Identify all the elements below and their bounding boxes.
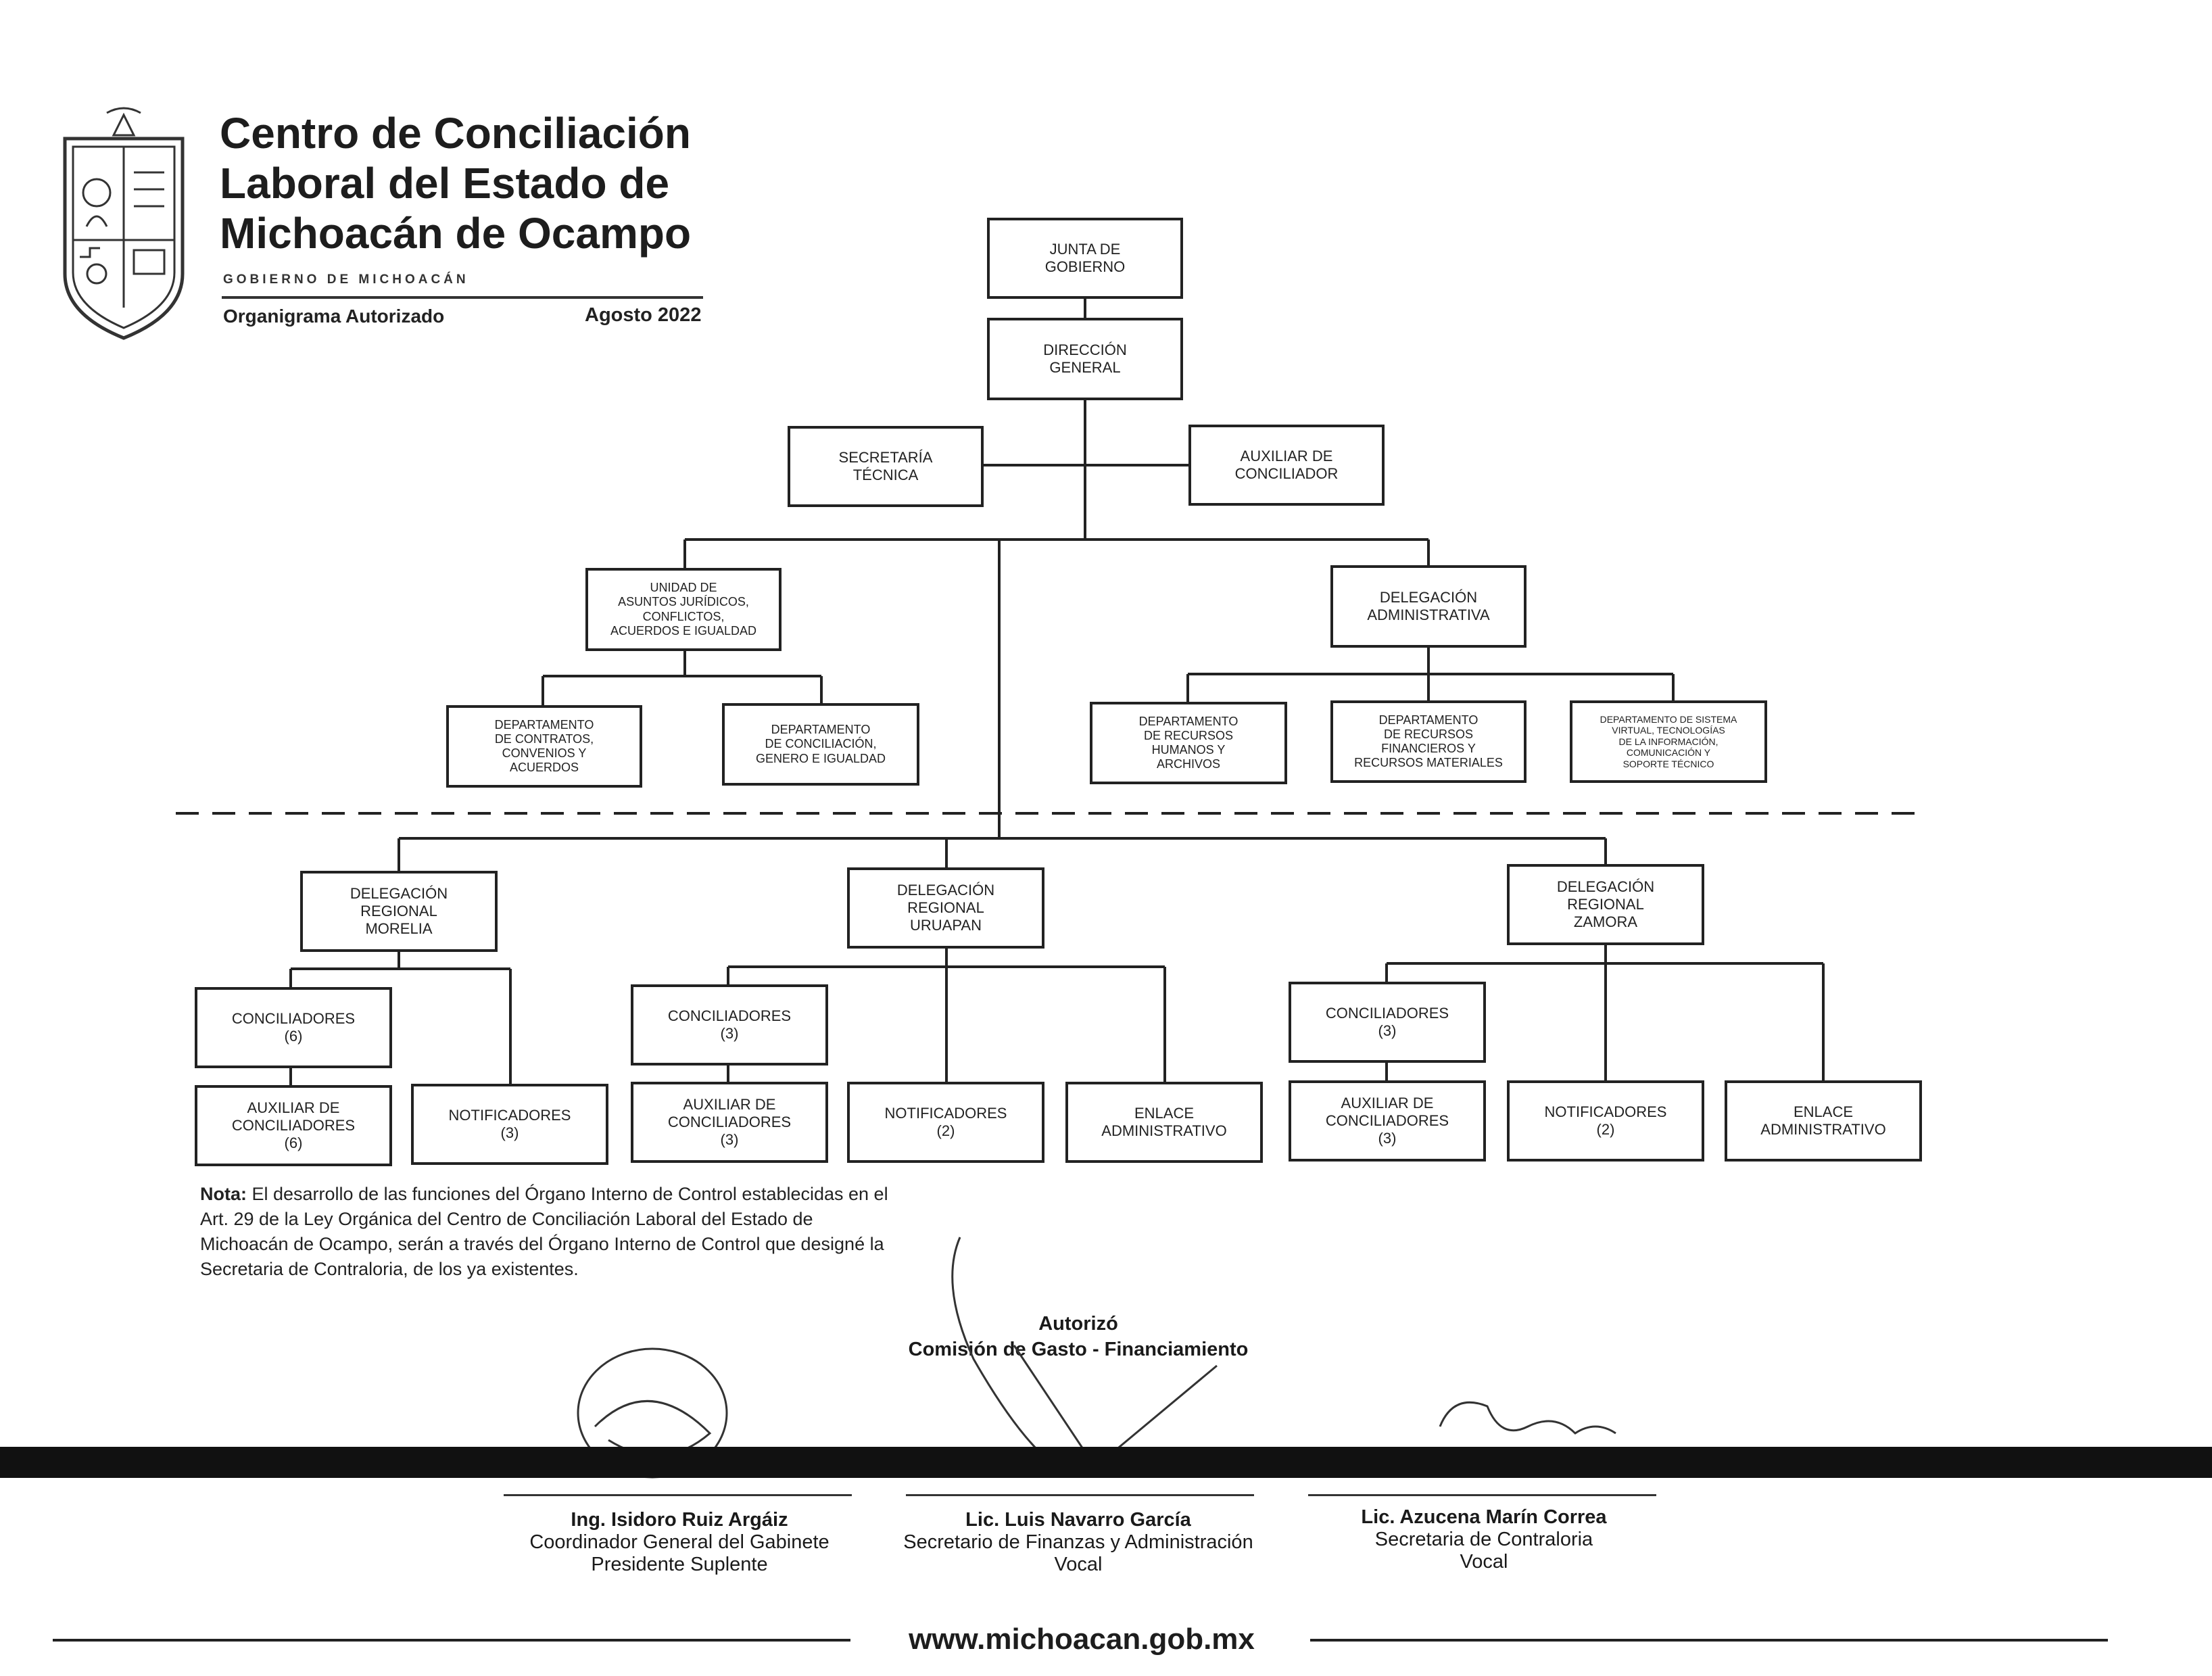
signatory-1-name: Ing. Isidoro Ruiz Argáiz — [571, 1509, 788, 1531]
signature-line-1 — [504, 1494, 852, 1496]
title-line-3: Michoacán de Ocampo — [220, 209, 692, 258]
signatory-2-title: Vocal — [1054, 1554, 1103, 1575]
signature-line-3 — [1308, 1494, 1656, 1496]
box-delegacion-regional-zamora: DELEGACIÓN REGIONAL ZAMORA — [1507, 864, 1704, 945]
box-zamora-enlace: ENLACE ADMINISTRATIVO — [1725, 1080, 1922, 1162]
box-morelia-conciliadores: CONCILIADORES (6) — [195, 987, 392, 1068]
signature-line-2 — [906, 1494, 1254, 1496]
signatory-2-name: Lic. Luis Navarro García — [965, 1509, 1191, 1531]
note-text: El desarrollo de las funciones del Órgano Interno de Control establecidas en el Art. 29 de la Ley Orgánica del Centro de Conciliación Laboral del Estado de Michoacán de Ocampo, serán a través del Órgano Interno de Control que designé la Secretaria de Contraloria, de los ya existentes. — [200, 1184, 888, 1279]
box-morelia-auxiliar: AUXILIAR DE CONCILIADORES (6) — [195, 1085, 392, 1166]
signatory-2 — [872, 1509, 1284, 1576]
box-depto-sistemas: DEPARTAMENTO DE SISTEMA VIRTUAL, TECNOLOGÍAS DE LA INFORMACIÓN, COMUNICACIÓN Y SOPORTE TÉCNICO — [1570, 700, 1767, 783]
title-line-1: Centro de Conciliación — [220, 109, 691, 158]
box-morelia-notificadores: NOTIFICADORES (3) — [411, 1084, 608, 1165]
footer-rule-right — [1310, 1639, 2108, 1642]
box-depto-contratos: DEPARTAMENTO DE CONTRATOS, CONVENIOS Y ACUERDOS — [446, 705, 642, 788]
box-uruapan-enlace: ENLACE ADMINISTRATIVO — [1065, 1082, 1263, 1163]
box-secretaria-tecnica: SECRETARÍA TÉCNICA — [788, 426, 984, 507]
box-depto-recursos-financieros: DEPARTAMENTO DE RECURSOS FINANCIEROS Y RECURSOS MATERIALES — [1330, 700, 1526, 783]
box-uruapan-auxiliar: AUXILIAR DE CONCILIADORES (3) — [631, 1082, 828, 1163]
caption-date: Agosto 2022 — [585, 304, 702, 326]
signatory-1-title: Presidente Suplente — [591, 1554, 768, 1575]
footer-url: www.michoacan.gob.mx — [909, 1623, 1255, 1656]
signatory-1-role: Coordinador General del Gabinete — [529, 1531, 830, 1553]
signatory-3-role: Secretaria de Contraloria — [1374, 1529, 1593, 1550]
box-zamora-conciliadores: CONCILIADORES (3) — [1289, 982, 1486, 1063]
box-delegacion-regional-uruapan: DELEGACIÓN REGIONAL URUAPAN — [847, 867, 1044, 949]
box-uruapan-conciliadores: CONCILIADORES (3) — [631, 984, 828, 1066]
footer-rule-left — [53, 1639, 850, 1642]
box-unidad-asuntos-juridicos: UNIDAD DE ASUNTOS JURÍDICOS, CONFLICTOS, ACUERDOS E IGUALDAD — [585, 568, 782, 651]
box-delegacion-regional-morelia: DELEGACIÓN REGIONAL MORELIA — [300, 871, 498, 952]
title-line-2: Laboral del Estado de — [220, 159, 670, 208]
box-depto-conciliacion: DEPARTAMENTO DE CONCILIACIÓN, GENERO E IGUALDAD — [722, 703, 919, 786]
box-depto-recursos-humanos: DEPARTAMENTO DE RECURSOS HUMANOS Y ARCHIVOS — [1090, 702, 1287, 784]
box-junta-de-gobierno: JUNTA DE GOBIERNO — [987, 218, 1183, 299]
signatory-3-title: Vocal — [1460, 1551, 1508, 1573]
approval-line-1: Autorizó — [1038, 1313, 1118, 1335]
box-zamora-notificadores: NOTIFICADORES (2) — [1507, 1080, 1704, 1162]
box-zamora-auxiliar: AUXILIAR DE CONCILIADORES (3) — [1289, 1080, 1486, 1162]
redaction-bar — [0, 1447, 2212, 1478]
box-direccion-general: DIRECCIÓN GENERAL — [987, 318, 1183, 400]
caption-organigrama: Organigrama Autorizado — [223, 306, 445, 327]
box-auxiliar-de-conciliador: AUXILIAR DE CONCILIADOR — [1188, 425, 1385, 506]
signatory-3 — [1278, 1506, 1690, 1573]
note-label: Nota: — [200, 1184, 247, 1204]
box-uruapan-notificadores: NOTIFICADORES (2) — [847, 1082, 1044, 1163]
approval-line-2: Comisión de Gasto - Financiamiento — [908, 1339, 1249, 1360]
government-subtitle: GOBIERNO DE MICHOACÁN — [223, 272, 469, 287]
signatory-3-name: Lic. Azucena Marín Correa — [1361, 1506, 1607, 1528]
signatory-2-role: Secretario de Finanzas y Administración — [903, 1531, 1253, 1553]
box-delegacion-administrativa: DELEGACIÓN ADMINISTRATIVA — [1330, 565, 1526, 648]
signatory-1 — [473, 1509, 886, 1576]
